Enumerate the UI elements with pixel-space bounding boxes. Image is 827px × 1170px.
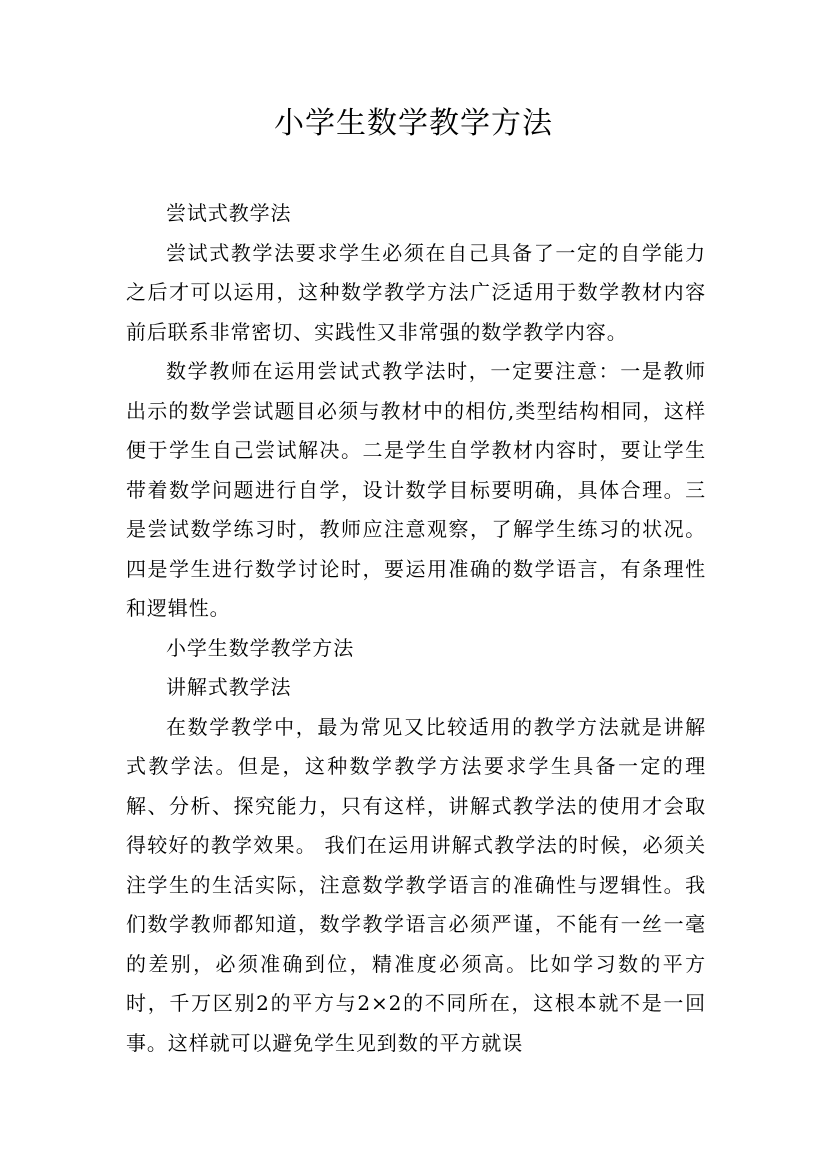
document-body	[126, 194, 706, 1063]
paragraph-trial-method-notes: 数学教师在运用尝试式教学法时，一定要注意：一是教师出示的数学尝试题目必须与教材中的相仿,类型结构相同，这样便于学生自己尝试解决。二是学生自学教材内容时，要让学生带着数学问题进行自学，设计数学目标要明确，具体合理。三是尝试数学练习时，教师应注意观察，了解学生练习的状况。四是学生进行数学讨论时，要运用准确的数学语言，有条理性和逻辑性。	[126, 359, 706, 620]
section-heading-lecture-method: 讲解式教学法	[166, 675, 292, 699]
paragraph-trial-method-intro: 尝试式教学法要求学生必须在自己具备了一定的自学能力之后才可以运用，这种数学教学方法广泛适用于数学教材内容前后联系非常密切、实践性又非常强的数学教学内容。	[126, 240, 706, 344]
document-title: 小学生数学教学方法	[274, 106, 553, 141]
section-heading-methods: 小学生数学教学方法	[166, 635, 355, 660]
section-heading-trial-method: 尝试式教学法	[166, 201, 292, 225]
paragraph-lecture-method: 在数学教学中，最为常见又比较适用的教学方法就是讲解式教学法。但是，这种数学教学方法要求学生具备一定的理解、分析、探究能力，只有这样，讲解式教学法的使用才会取得较好的教学效果。 我们在运用讲解式教学法的时候，必须关注学生的生活实际，注意数学教学语言的准确性与逻辑性。我们数学教师都知道，数学教学语言必须严谨，不能有一丝一毫的差别，必须准确到位，精准度必须高。比如学习数的平方时，千万区别2的平方与2×2的不同所在，这根本就不是一回事。这样就可以避免学生见到数的平方就误	[126, 714, 706, 1055]
